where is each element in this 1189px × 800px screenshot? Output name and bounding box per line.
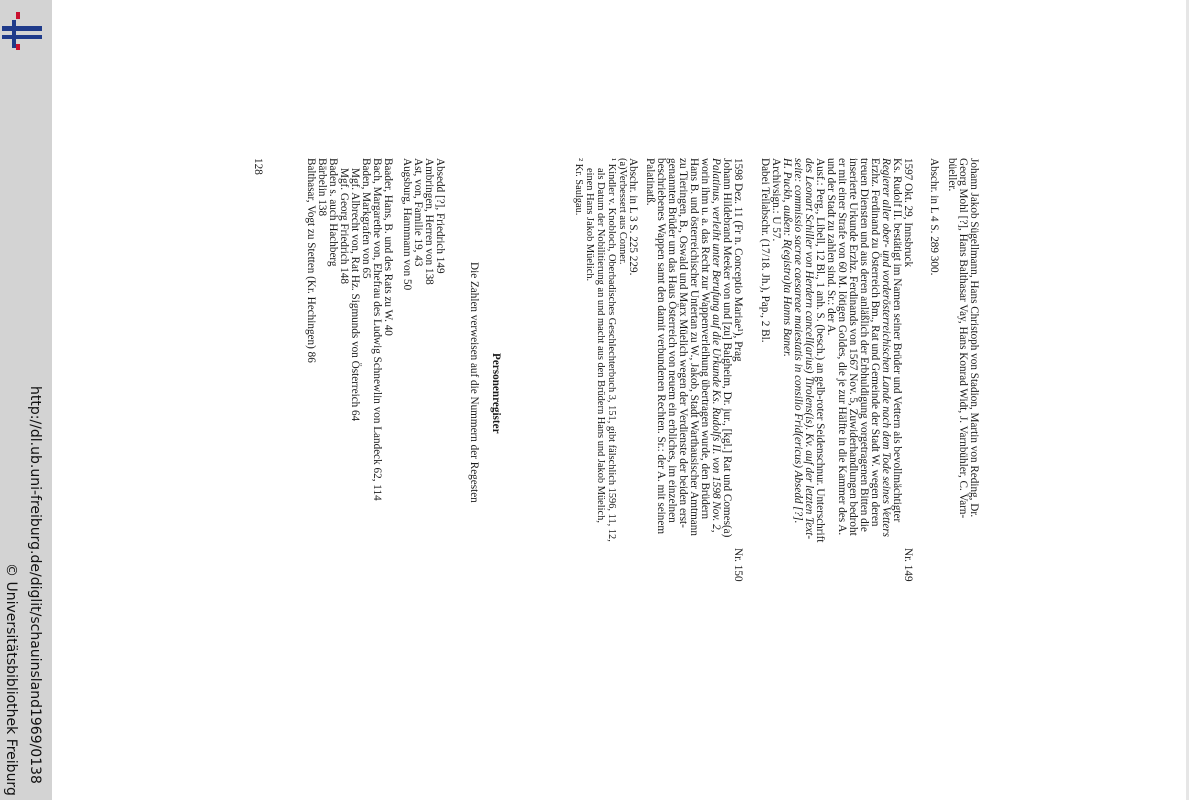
text-line: genannten Brüder um das Haus Österreich von neuem ein erbliches, im einzelnen [666, 158, 678, 523]
text-line: Hans B. und österreichischer Untertan zu W., Jakob, Stadt Warthausischer Amtmann [688, 158, 700, 536]
text-line: treuen Diensten und aus deren anläßlich der Erbhuldigung vorgetragenen Bitten die [858, 158, 870, 532]
text-line: seite: commissio sacrae caesareae maiestatis in consilio Frid(ericus) Absedd [?]. [792, 158, 804, 524]
text-line: worin ihm u. a. das Recht zur Wappenverleihung übertragen wurde, den Brüdern [699, 158, 711, 520]
index-entry: Bärbelin 138 [316, 158, 328, 217]
text-line: Regierer aller ober- und vorderösterreichischen Lande nach dem Tode seines Vetters [880, 158, 892, 538]
index-entry: Balthasar, Vogt zu Stetten (Kr. Hechingen) 86 [305, 158, 317, 363]
regest-number: Nr. 150 [732, 548, 744, 582]
text-line: H. Puckh, außen: R(egistra)ta Hanns Baner. [781, 158, 793, 357]
viewer-sidebar [0, 0, 52, 800]
document-page [252, 0, 980, 800]
text-line: er mit einer Strafe von 60 M. lötigen Goldes, die je zur Hälfte in die Kammer des A. [836, 158, 848, 536]
register-title: Personenregister [490, 353, 502, 434]
text-line: und der Stadt zu zahlen sind. Sr.: der A. [825, 158, 837, 336]
text-line: Archivsign.: U 57. [770, 158, 782, 242]
text-line: Ks. Rudolf II. bestätigt im Namen seiner Brüder und Vettern als bevollmächtigter [891, 158, 903, 523]
footnote: (a)Verbessert aus Conner. [617, 158, 628, 265]
footnote: einen Hans Jakob Müelich. [584, 168, 595, 282]
regest-number: Nr. 149 [902, 548, 914, 582]
text-line: Erzhz. Ferdinand zu Österreich Bm., Rat und Gemeinde der Stadt W. wegen deren [869, 158, 881, 527]
index-entry: Ast, von, Familie 19, 43 [412, 158, 424, 267]
text-line: Georg Mohl [?], Hans Balthasar Vay, Hans Konrad Widt, J. Varnbühler, C. Varn- [957, 158, 969, 519]
regest-date: 1597 Okt. 29, Innsbruck [902, 158, 914, 268]
footnote: ² Kr. Saulgau. [573, 158, 584, 216]
text-line: zu Tieringen, B., Oswald und Marx Müelich wegen der Verdienste der beiden erst- [677, 158, 689, 528]
index-entry: Mgf. Georg Friedrich 148 [338, 168, 350, 284]
index-entry: Baden s. auch Hachberg [327, 158, 339, 267]
copyright-text: © Universitätsbibliothek Freiburg [3, 563, 19, 796]
text-line: Johann Hildebrand Meeker von und [zu] Balgheim, Dr. jur., [kgl.] Rat und Comes(a) [721, 158, 733, 538]
text-line: büeller. [946, 158, 958, 192]
source-url[interactable]: http://dl.ub.uni-freiburg.de/diglit/schauinsland1969/0138 [27, 386, 43, 784]
text-line: Palatinatß. [644, 158, 656, 206]
text-line: Abschr. in L 3 S. 225 229. [627, 158, 639, 276]
page-number: 128 [252, 158, 264, 175]
index-entry: Mgf. Albrecht von, Rat Hz. Sigmunds von Österreich 64 [349, 168, 361, 422]
register-subtitle: Die Zahlen verweisen auf die Nummern der Regesten [468, 262, 480, 503]
regest-date: 1598 Dez. 11 (Fr n. Conceptio Mariae¹), Prag [732, 158, 744, 362]
text-line: inserierte Urkunde Erzhz. Ferdinands von 1567 Nov. 5, Zuwiderhandlungen bedroht [847, 158, 859, 536]
text-line: Abschr. in L 4 S. 289 300. [928, 158, 940, 276]
index-entry: Bach, Margarethe von, Ehefrau des Ludwig Schnewlin von Landeck 62, 114 [371, 158, 383, 501]
index-entry: Baader, Hans, B. und des Rats zu W. 40 [382, 158, 394, 336]
index-entry: Ambringen, Herren von 138 [423, 158, 435, 285]
text-line: Johann Jakob Sügellmann, Hans Christoph von Stadion, Martin von Reding, Dr. [968, 158, 980, 518]
text-line: Palatinus, verleiht unter Berufung auf die Urkunde Ks. Rudolfs II. von 1598 Nov. 2, [710, 158, 722, 533]
text-line: Dabei Teilabschr. (17/18. Jh.), Pap., 2 Bl. [759, 158, 771, 343]
text-line: des Leonart Schiller von Herdern cancell(arius) Tirolens(is). Kv. auf der letzten Text- [803, 158, 815, 540]
index-entry: Absedd [?], Friedrich 149 [434, 158, 446, 274]
ub-freiburg-logo-icon [0, 10, 44, 50]
index-entry: Augsburg, Hannmann von 50 [401, 158, 413, 291]
index-entry: Baden, Markgrafen von 65 [360, 158, 372, 279]
text-line: beschriebenes Wappen samt den damit verbundenen Rechten. Sr.: der A. mit seinem [655, 158, 667, 535]
footnote: als Datum der Nobilitierung an und macht aus den Brüdern Hans und Jakob Müelich, [595, 168, 606, 523]
text-line: Ausf.: Perg., Libell, 12 Bl., 1 anh. S. (besch.) an gelb-roter Seidenschnur. Unterschrift [814, 158, 826, 543]
footnote: ¹ Kindler v. Knobloch, Oberbadisches Geschlechterbuch 3, 151, gibt fälschlich 1596, 11, 12, [606, 158, 617, 542]
